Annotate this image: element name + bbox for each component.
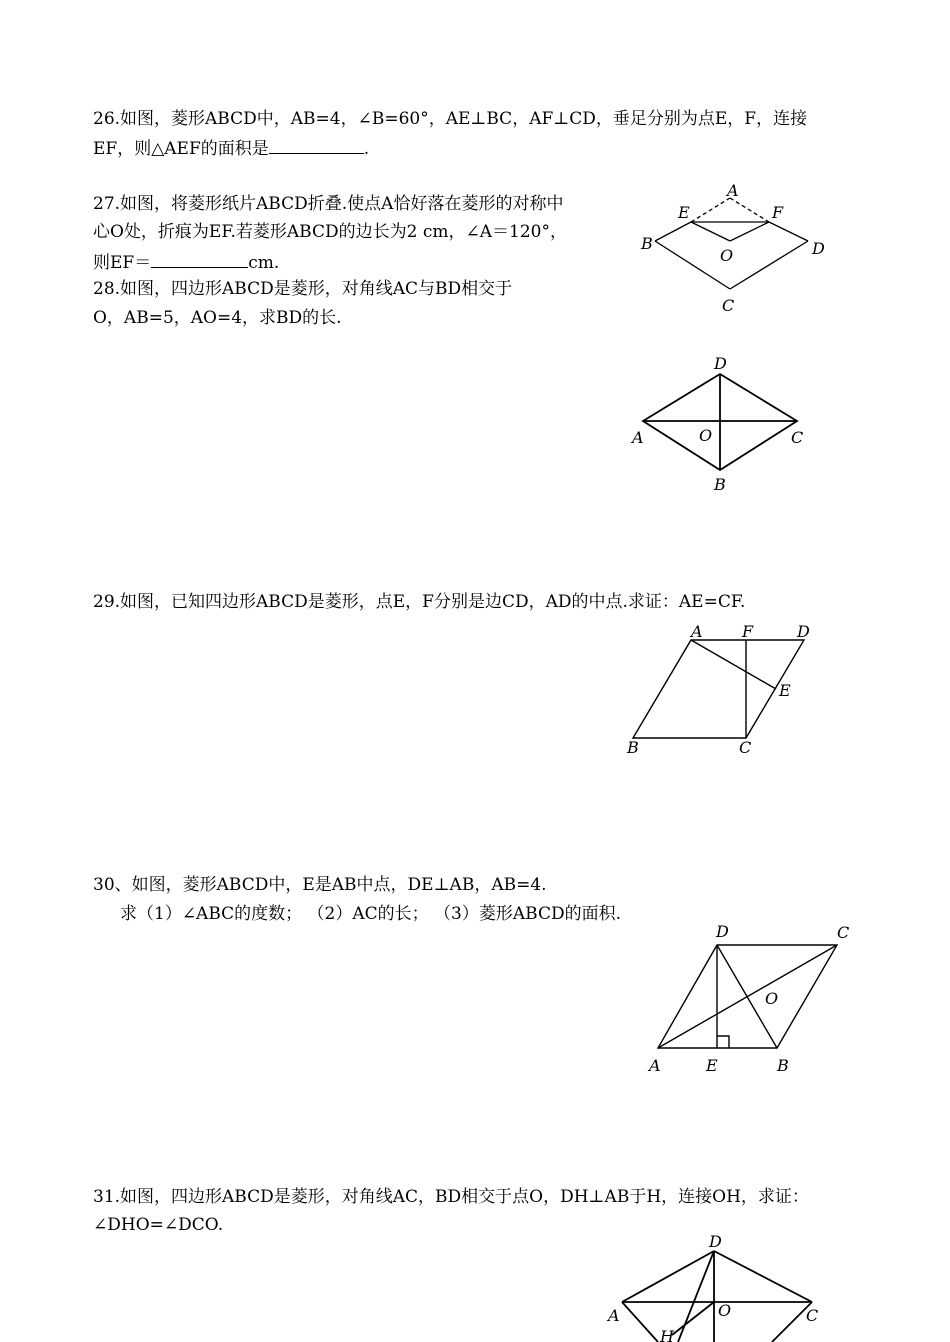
point-label-D: D (714, 354, 727, 373)
point-label-B: B (777, 1056, 789, 1075)
point-label-O: O (720, 246, 734, 265)
point-label-B: B (627, 738, 639, 757)
point-label-F: F (772, 203, 784, 222)
q31-line1: 31.如图，四边形ABCD是菱形，对角线AC，BD相交于点O，DH⊥AB于H，连接OH，求证： (93, 1187, 809, 1207)
point-label-A: A (649, 1056, 661, 1075)
point-label-A: A (691, 622, 703, 641)
point-label-C: C (722, 296, 735, 315)
point-label-D: D (716, 922, 729, 941)
q28-line2: O，AB=5，AO=4，求BD的长. (93, 308, 342, 328)
point-label-B: B (641, 234, 653, 253)
point-label-A: A (727, 181, 739, 200)
q31-line2: ∠DHO=∠DCO. (93, 1215, 224, 1235)
point-label-D: D (812, 239, 825, 258)
point-label-O: O (765, 989, 779, 1008)
point-label-A: A (632, 428, 644, 447)
q27-line1: 27.如图，将菱形纸片ABCD折叠.使点A恰好落在菱形的对称中 (93, 194, 564, 214)
q26-line1: 26.如图，菱形ABCD中，AB=4，∠B=60°，AE⊥BC，AF⊥CD，垂足分别为点E，F，连接 (93, 109, 808, 129)
point-label-E: E (779, 681, 791, 700)
q30-line2: 求（1）∠ABC的度数； （2）AC的长； （3）菱形ABCD的面积. (120, 904, 622, 924)
point-label-O: O (699, 426, 713, 445)
point-label-F: F (742, 622, 754, 641)
point-label-D: D (797, 622, 810, 641)
q29-line1: 29.如图，已知四边形ABCD是菱形，点E，F分别是边CD，AD的中点.求证：AE=CF. (93, 592, 746, 612)
q27-text: 则EF＝ (93, 253, 152, 273)
q26-period: . (363, 139, 370, 159)
point-label-E: E (678, 203, 690, 222)
point-label-C: C (791, 428, 804, 447)
q30-line1: 30、如图，菱形ABCD中，E是AB中点，DE⊥AB，AB=4. (93, 875, 547, 895)
q28-line1: 28.如图，四边形ABCD是菱形，对角线AC与BD相交于 (93, 279, 513, 299)
point-label-E: E (706, 1056, 718, 1075)
point-label-H: H (660, 1327, 674, 1342)
point-label-A: A (608, 1306, 620, 1325)
point-label-C: C (837, 923, 850, 942)
point-label-O: O (718, 1301, 732, 1320)
point-label-C: C (739, 738, 752, 757)
point-label-B: B (714, 475, 726, 494)
point-label-C: C (806, 1306, 819, 1325)
q27-unit: cm. (248, 253, 280, 273)
q26-text: EF，则△AEF的面积是 (93, 139, 269, 159)
point-label-D: D (709, 1232, 722, 1251)
q27-line2: 心O处，折痕为EF.若菱形ABCD的边长为2 cm，∠A＝120°， (93, 222, 567, 242)
